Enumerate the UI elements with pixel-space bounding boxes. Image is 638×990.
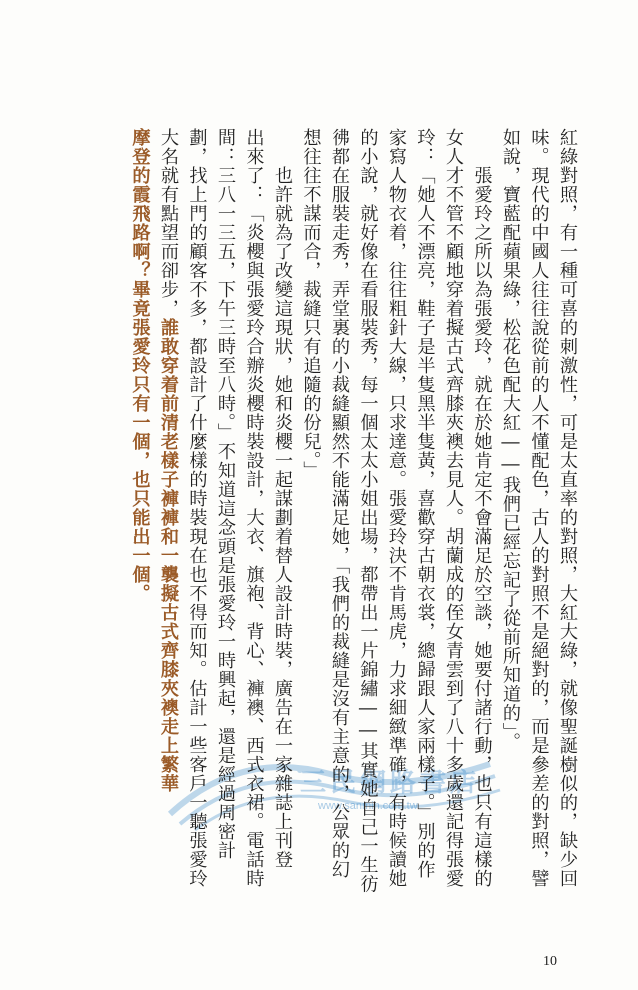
text-column: 女人才不管不顧地穿着擬古式齊膝夾襖去見人。胡蘭成的侄女青雲到了八十多歲還記得張愛 <box>443 128 464 888</box>
column-plain-segment: 大名就有點望而卻步， <box>158 128 179 318</box>
column-highlight-segment: 誰敢穿着前清老樣子褲褲和一襲擬古式齊膝夾襖走上繁華 <box>158 318 179 793</box>
text-column: 玲：「她人不漂亮，鞋子是半隻黑半隻黃，喜歡穿古朝衣裳，總歸跟人家兩樣子。」別的作 <box>414 128 436 879</box>
watermark-text: 三民網路書店 <box>300 768 481 798</box>
text-column: 劃，找上門的顧客不多，都設計了什麼樣的時裝現在也不得而知。估計一些客戶一聽張愛玲 <box>186 128 208 888</box>
text-column: 間：三八一三五，下午三時至八時。」不知道這念頭是張愛玲一時興起，還是經過周密計 <box>215 128 236 860</box>
text-column <box>156 128 180 793</box>
text-column: 味。現代的中國人往往說從前的人不懂配色，古人的對照不是絕對的，而是參差的對照，譬 <box>528 128 550 888</box>
text-column: 紅綠對照，有一種可喜的刺激性，可是太直率的對照，大紅大綠，就像聖誕樹似的，缺少回 <box>557 128 578 888</box>
text-column: 張愛玲之所以為張愛玲，就在於她肯定不會滿足於空談，她要付諸行動，也只有這樣的 <box>471 128 493 888</box>
text-column: 出來了：「炎櫻與張愛玲合辦炎櫻時裝設計，大衣、旗袍、背心、褲襖、西式衣裙。電話時 <box>243 128 265 888</box>
text-column: 想往往不謀而合，裁縫只有追隨的份兒。」 <box>300 128 322 480</box>
text-column: 家寫人物衣着，往往粗針大線，只求達意。張愛玲決不肯馬虎，力求細緻準確，有時候讀她 <box>386 128 407 888</box>
watermark-url: www.sanmin.com.tw <box>318 800 418 812</box>
text-column: 的小說，就好像在看服裝秀，每一個太太小姐出場，都帶出一片錦繡――其實她自己一生彷 <box>357 128 379 894</box>
text-column: 摩登的霞飛路啊？畢竟張愛玲只有一個，也只能出一個。 <box>129 128 151 603</box>
text-column: 也許就為了改變這現狀，她和炎櫻一起謀劃着替人設計時裝，廣告在一家雜誌上刊登 <box>272 128 293 869</box>
page-number: 10 <box>543 954 557 969</box>
text-column: 如說，寶藍配蘋果綠，松花色配大紅――我們已經忘記了從前所知道的」。 <box>500 128 521 752</box>
text-column: 彿都在服裝走秀，弄堂裏的小裁縫顯然不能滿足她，「我們的裁縫是沒有主意的，公眾的幻 <box>329 128 350 879</box>
